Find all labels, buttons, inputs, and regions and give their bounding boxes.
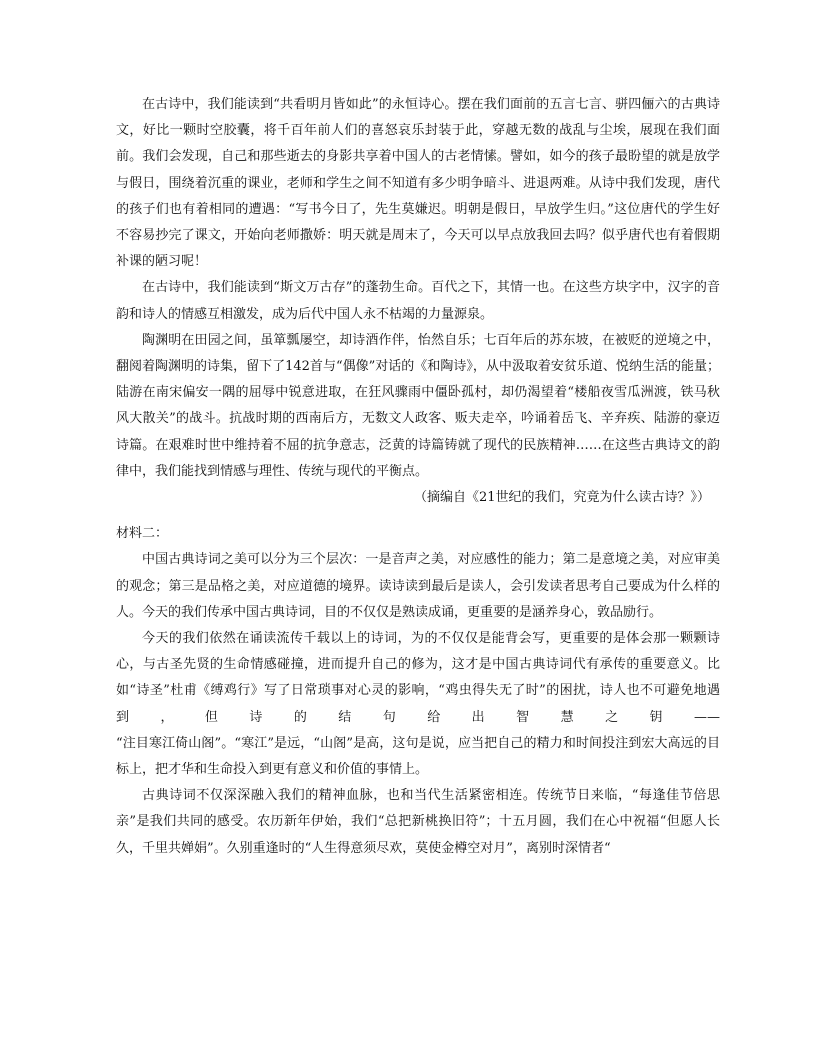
material2-paragraph-3: 古典诗词不仅深深融入我们的精神血脉，也和当代生活紧密相连。传统节日来临，“每逢佳节倍思亲”是我们共同的感受。农历新年伊始，我们“总把新桃换旧符”；十五月圆，我们在心中祝福“但愿人长久，千里共婵娟”。久别重逢时的“人生得意须尽欢，莫使金樽空对月”，离别时深情者“ — [116, 788, 720, 856]
material2-paragraph-2-continued: “注目寒江倚山阁”。“寒江”是远，“山阁”是高，这句是说，应当把自己的精力和时间投注到宏大高远的目标上，把才华和生命投入到更有意义和价值的事情上。 — [116, 735, 720, 778]
material1-source: （摘编自《21世纪的我们，究竟为什么读古诗？》） — [413, 490, 710, 506]
material1-paragraph-2: 在古诗中，我们能读到“斯文万古存”的蓬勃生命。百代之下，其情一也。在这些方块字中，汉字的音韵和诗人的情感互相激发，成为后代中国人永不枯竭的力量源泉。 — [116, 280, 720, 322]
material1-paragraph-3: 陶渊明在田园之间，虽箪瓢屡空，却诗酒作伴，怡然自乐；七百年后的苏东坡，在被贬的逆境之中，翻阅着陶渊明的诗集，留下了142首与“偶像”对话的《和陶诗》，从中汲取着安贫乐道、悦纳生活的能量；陆游在南宋偏安一隅的屈辱中锐意进取，在狂风骤雨中僵卧孤村，却仍渴望着“楼船夜雪瓜洲渡，铁马秋风大散关”的战斗。抗战时期的西南后方，无数文人政客、贩夫走卒，吟诵着岳飞、辛弃疾、陆游的豪迈诗篇。在艰难时世中维持着不屈的抗争意志，泛黄的诗篇铸就了现代的民族精神……在这些古典诗文的韵律中，我们能找到情感与理性、传统与现代的平衡点。 — [116, 332, 720, 479]
material2-paragraph-1: 中国古典诗词之美可以分为三个层次：一是音声之美，对应感性的能力；第二是意境之美，对应审美的观念；第三是品格之美，对应道德的境界。读诗读到最后是读人，会引发读者思考自己要成为什么样的人。今天的我们传承中国古典诗词，目的不仅仅是熟读成诵，更重要的是涵养身心，敦品励行。 — [116, 552, 720, 620]
material1-paragraph-1: 在古诗中，我们能读到“共看明月皆如此”的永恒诗心。摆在我们面前的五言七言、骈四俪六的古典诗文，好比一颗时空胶囊，将千百年前人们的喜怒哀乐封装于此，穿越无数的战乱与尘埃，展现在我们面前。我们会发现，自己和那些逝去的身影共享着中国人的古老情愫。譬如，如今的孩子最盼望的就是放学与假日，围绕着沉重的课业，老师和学生之间不知道有多少明争暗斗、进退两难。从诗中我们发现，唐代的孩子们也有着相同的遭遇：“写书今日了，先生莫嫌迟。明朝是假日，早放学生归。”这位唐代的学生好不容易抄完了课文，开始向老师撒娇：明天就是周末了，今天可以早点放我回去吗？似乎唐代也有着假期补课的陋习呢！ — [116, 97, 720, 270]
material2-heading: 材料二： — [116, 526, 169, 542]
material2-paragraph-2: 今天的我们依然在诵读流传千载以上的诗词，为的不仅仅是能背会写，更重要的是体会那一颗颗诗心，与古圣先贤的生命情感碰撞，进而提升自己的修为，这才是中国古典诗词代有承传的重要意义。比如“诗圣”杜甫《缚鸡行》写了日常琐事对心灵的影响，“鸡虫得失无了时”的困扰，诗人也不可避免地遇到，但诗的结句给出智慧之钥—— — [116, 631, 720, 725]
document-body — [116, 92, 720, 862]
